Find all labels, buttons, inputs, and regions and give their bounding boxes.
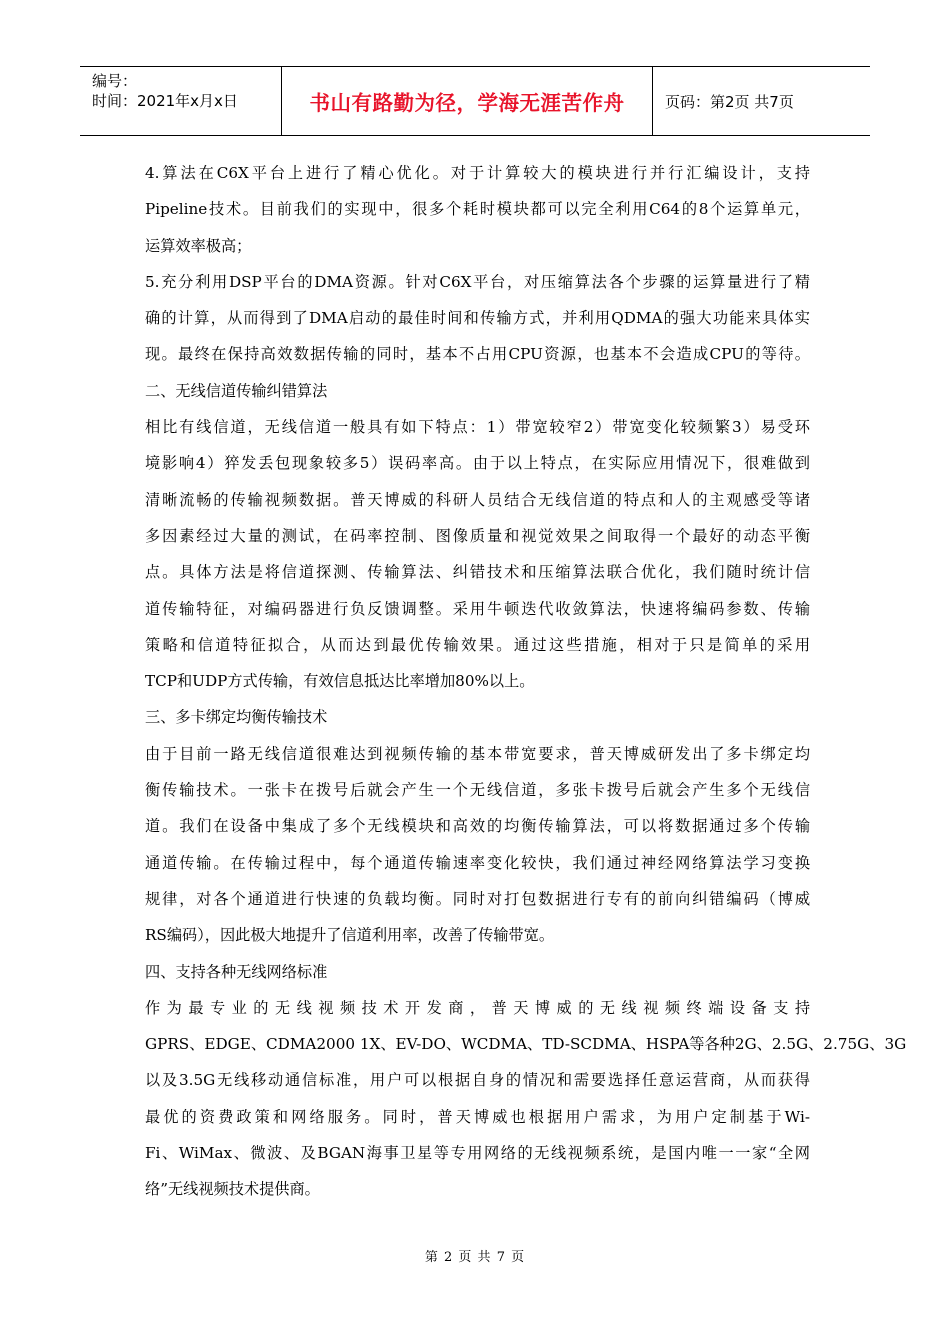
date-line: 时间：2021年x月x日 [92,92,238,110]
text-line: 相比有线信道，无线信道一般具有如下特点：1）带宽较窄2）带宽变化较频繁3）易受环 [145,418,810,437]
page-header [80,66,870,136]
header-page-info [653,67,870,135]
text-line: Pipeline技术。目前我们的实现中，很多个耗时模块都可以完全利用C64的8个运算单元， [145,200,810,219]
text-line: 5.充分利用DSP平台的DMA资源。针对C6X平台，对压缩算法各个步骤的运算量进行了精 [145,272,810,291]
section-heading: 四、支持各种无线网络标准 [145,962,328,981]
text-line: 点。具体方法是将信道探测、传输算法、纠错技术和压缩算法联合优化，我们随时统计信 [145,563,810,582]
page-footer: 第 2 页 共 7 页 [424,1250,526,1265]
text-line: 多因素经过大量的测试，在码率控制、图像质量和视觉效果之间取得一个最好的动态平衡 [145,526,810,545]
text-line: 衡传输技术。一张卡在拨号后就会产生一个无线信道，多张卡拨号后就会产生多个无线信 [145,781,810,800]
text-line: 规律，对各个通道进行快速的负载均衡。同时对打包数据进行专有的前向纠错编码（博威 [145,889,810,908]
section-heading: 二、无线信道传输纠错算法 [145,381,328,400]
text-line: TCP和UDP方式传输，有效信息抵达比率增加80%以上。 [145,672,535,691]
text-line: 确的计算，从而得到了DMA启动的最佳时间和传输方式，并利用QDMA的强大功能来具体实 [145,309,810,328]
text-line: 作为最专业的无线视频技术开发商，普天博威的无线视频终端设备支持 [145,998,810,1017]
text-line: 运算效率极高； [145,236,252,255]
text-line: 清晰流畅的传输视频数据。普天博威的科研人员结合无线信道的特点和人的主观感受等诸 [145,490,810,509]
text-line: Fi、WiMax、微波、及BGAN海事卫星等专用网络的无线视频系统，是国内唯一一家“全网 [145,1144,810,1163]
body-text [145,155,907,1208]
text-line: 络”无线视频技术提供商。 [145,1180,320,1199]
text-line: 境影响4）猝发丢包现象较多5）误码率高。由于以上特点，在实际应用情况下，很难做到 [145,454,810,473]
header-motto-cell [282,67,653,135]
motto: 书山有路勤为径，学海无涯苦作舟 [309,91,625,115]
text-line: 现。最终在保持高效数据传输的同时，基本不占用CPU资源，也基本不会造成CPU的等待。 [145,345,810,364]
section-heading: 三、多卡绑定均衡传输技术 [145,708,328,727]
page-info: 页码：第2页 共7页 [665,92,794,111]
text-line: 通道传输。在传输过程中，每个通道传输速率变化较快，我们通过神经网络算法学习变换 [145,853,810,872]
text-line: 道传输特征，对编码器进行负反馈调整。采用牛顿迭代收敛算法，快速将编码参数、传输 [145,599,810,618]
number-label: 编号： [92,72,138,90]
text-line: 由于目前一路无线信道很难达到视频传输的基本带宽要求，普天博威研发出了多卡绑定均 [145,744,810,763]
text-line: 道。我们在设备中集成了多个无线模块和高效的均衡传输算法，可以将数据通过多个传输 [145,817,810,836]
text-line: 以及3.5G无线移动通信标准，用户可以根据自身的情况和需要选择任意运营商，从而获得 [145,1071,810,1090]
text-line: 最优的资费政策和网络服务。同时，普天博威也根据用户需求，为用户定制基于Wi- [145,1107,810,1126]
text-line: GPRS、EDGE、CDMA2000 1X、EV-DO、WCDMA、TD-SCDMA、HSPA等各种2G、2.5G、2.75G、3G [145,1035,907,1054]
text-line: 策略和信道特征拟合，从而达到最优传输效果。通过这些措施，相对于只是简单的采用 [145,635,810,654]
text-line: 4.算法在C6X平台上进行了精心优化。对于计算较大的模块进行并行汇编设计，支持 [145,164,810,182]
header-meta [80,67,282,135]
text-line: RS编码），因此极大地提升了信道利用率，改善了传输带宽。 [145,926,555,945]
